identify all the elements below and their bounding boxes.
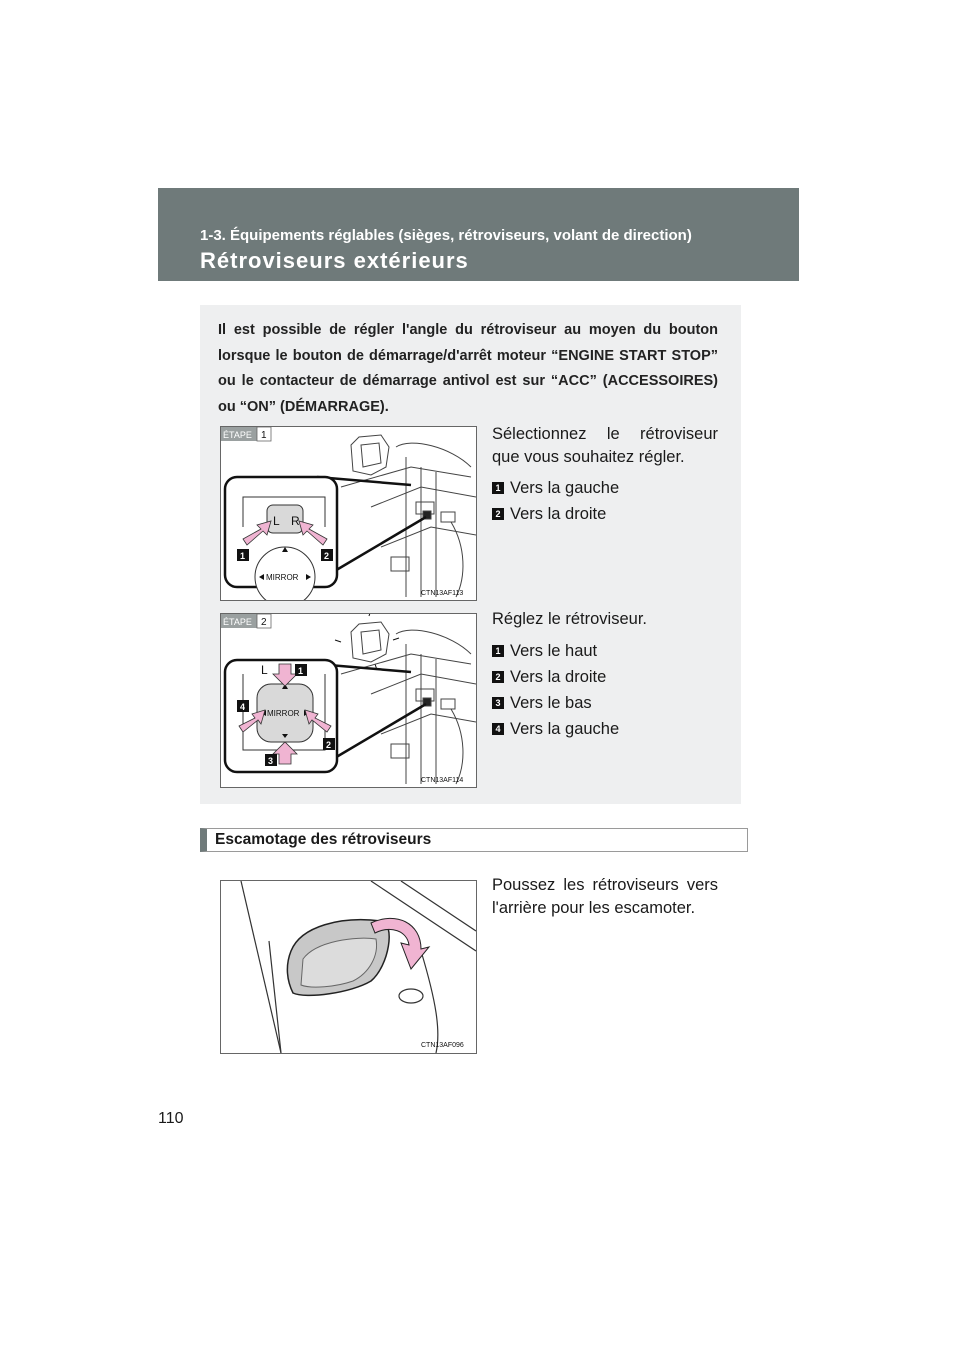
switch-l-label: L bbox=[273, 514, 280, 528]
callout-2: 2 bbox=[324, 551, 330, 561]
list-item: 1 Vers la gauche bbox=[492, 475, 722, 501]
page-number: 110 bbox=[158, 1110, 184, 1127]
step2-text: Réglez le rétroviseur. bbox=[492, 610, 647, 628]
folding-figure bbox=[220, 880, 477, 1054]
car-interior-sketch bbox=[335, 614, 476, 784]
step1-text: Sélectionnez le rétroviseur que vous souhaitez régler. bbox=[492, 425, 718, 466]
list-item: 2 Vers la droite bbox=[492, 664, 722, 690]
list-item: 2 Vers la droite bbox=[492, 501, 722, 527]
callout-4: 4 bbox=[240, 702, 246, 712]
step1-figure bbox=[220, 426, 477, 601]
step1-tag-number: 1 bbox=[261, 430, 267, 441]
figure-code: CTN13AF096 bbox=[421, 1042, 464, 1049]
callout-1: 1 bbox=[298, 666, 304, 676]
knob-label: MIRROR bbox=[266, 573, 299, 582]
list-item: 4 Vers la gauche bbox=[492, 716, 722, 742]
knob-label: MIRROR bbox=[267, 709, 300, 718]
folding-text: Poussez les rétroviseurs vers l'arrière pour les escamoter. bbox=[492, 876, 718, 917]
page-title: Rétroviseurs extérieurs bbox=[200, 248, 469, 273]
figure-code: CTN13AF114 bbox=[421, 777, 464, 784]
callout-3: 3 bbox=[268, 756, 274, 766]
switch-r-label: R bbox=[291, 514, 300, 528]
step2-list bbox=[492, 638, 722, 742]
subsection-title: Escamotage des rétroviseurs bbox=[215, 831, 432, 848]
step2-figure bbox=[220, 613, 477, 788]
list-item: 3 Vers le bas bbox=[492, 690, 722, 716]
subsection-heading bbox=[200, 828, 748, 852]
step1-tag-label: ÉTAPE bbox=[223, 430, 252, 440]
section-title: 1-3. Équipements réglables (sièges, rétroviseurs, volant de direction) bbox=[200, 227, 692, 244]
list-item: 1 Vers le haut bbox=[492, 638, 722, 664]
step2-tag-number: 2 bbox=[261, 617, 267, 628]
step1-list bbox=[492, 475, 722, 527]
callout-1: 1 bbox=[240, 551, 246, 561]
callout-2: 2 bbox=[326, 740, 332, 750]
figure-code: CTN13AF113 bbox=[421, 590, 464, 597]
intro-paragraph: Il est possible de régler l'angle du rétroviseur au moyen du bouton lorsque le bouton de démarrage/d'arrêt moteur “ENGINE START STOP” ou le contacteur de démarrage antivol est sur “ACC” (ACCESSOIRES) ou “ON” (DÉMARRAGE). bbox=[218, 322, 718, 415]
step2-tag-label: ÉTAPE bbox=[223, 617, 252, 627]
switch-l-label: L bbox=[261, 663, 268, 677]
car-interior-sketch bbox=[341, 435, 476, 597]
